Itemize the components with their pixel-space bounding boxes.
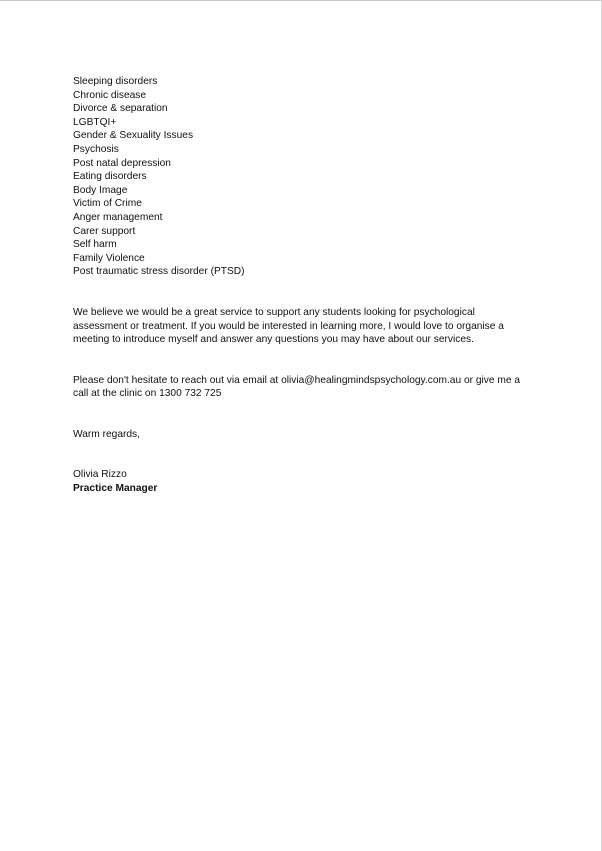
letter-body	[73, 75, 543, 496]
body-paragraph-line: meeting to introduce myself and answer any questions you may have about our services.	[73, 334, 474, 346]
condition-item: Chronic disease	[73, 89, 147, 101]
closing: Warm regards,	[73, 428, 140, 440]
condition-item: Post traumatic stress disorder (PTSD)	[73, 266, 245, 278]
condition-item: Body Image	[73, 184, 128, 196]
signature-name: Olivia Rizzo	[73, 469, 127, 481]
signature-block	[73, 468, 543, 495]
contact-line	[73, 374, 543, 388]
conditions-list	[73, 75, 543, 279]
condition-item: Psychosis	[73, 143, 119, 155]
condition-item: Family Violence	[73, 252, 145, 264]
email-link[interactable]: olivia@healingmindspsychology.com.au	[281, 374, 462, 386]
body-paragraph	[73, 306, 543, 347]
condition-item: Self harm	[73, 239, 117, 251]
contact-prefix: Please don't hesitate to reach out via email at	[73, 374, 282, 386]
condition-item: Post natal depression	[73, 157, 171, 169]
body-paragraph-line: We believe we would be a great service to support any students looking for psychological	[73, 306, 475, 318]
condition-item: Carer support	[73, 225, 136, 237]
contact-paragraph	[73, 374, 543, 401]
condition-item: Divorce & separation	[73, 103, 168, 115]
condition-item: Sleeping disorders	[73, 76, 158, 87]
condition-item: Eating disorders	[73, 171, 147, 183]
condition-item: Victim of Crime	[73, 198, 142, 210]
contact-suffix: or give me a	[461, 374, 521, 386]
condition-item: LGBTQI+	[73, 116, 117, 128]
signature-title: Practice Manager	[73, 483, 158, 495]
contact-phone-line: call at the clinic on 1300 732 725	[73, 388, 222, 400]
condition-item: Gender & Sexuality Issues	[73, 130, 194, 142]
body-paragraph-line: assessment or treatment. If you would be interested in learning more, I would love to organise a	[73, 320, 504, 332]
condition-item: Anger management	[73, 211, 163, 223]
